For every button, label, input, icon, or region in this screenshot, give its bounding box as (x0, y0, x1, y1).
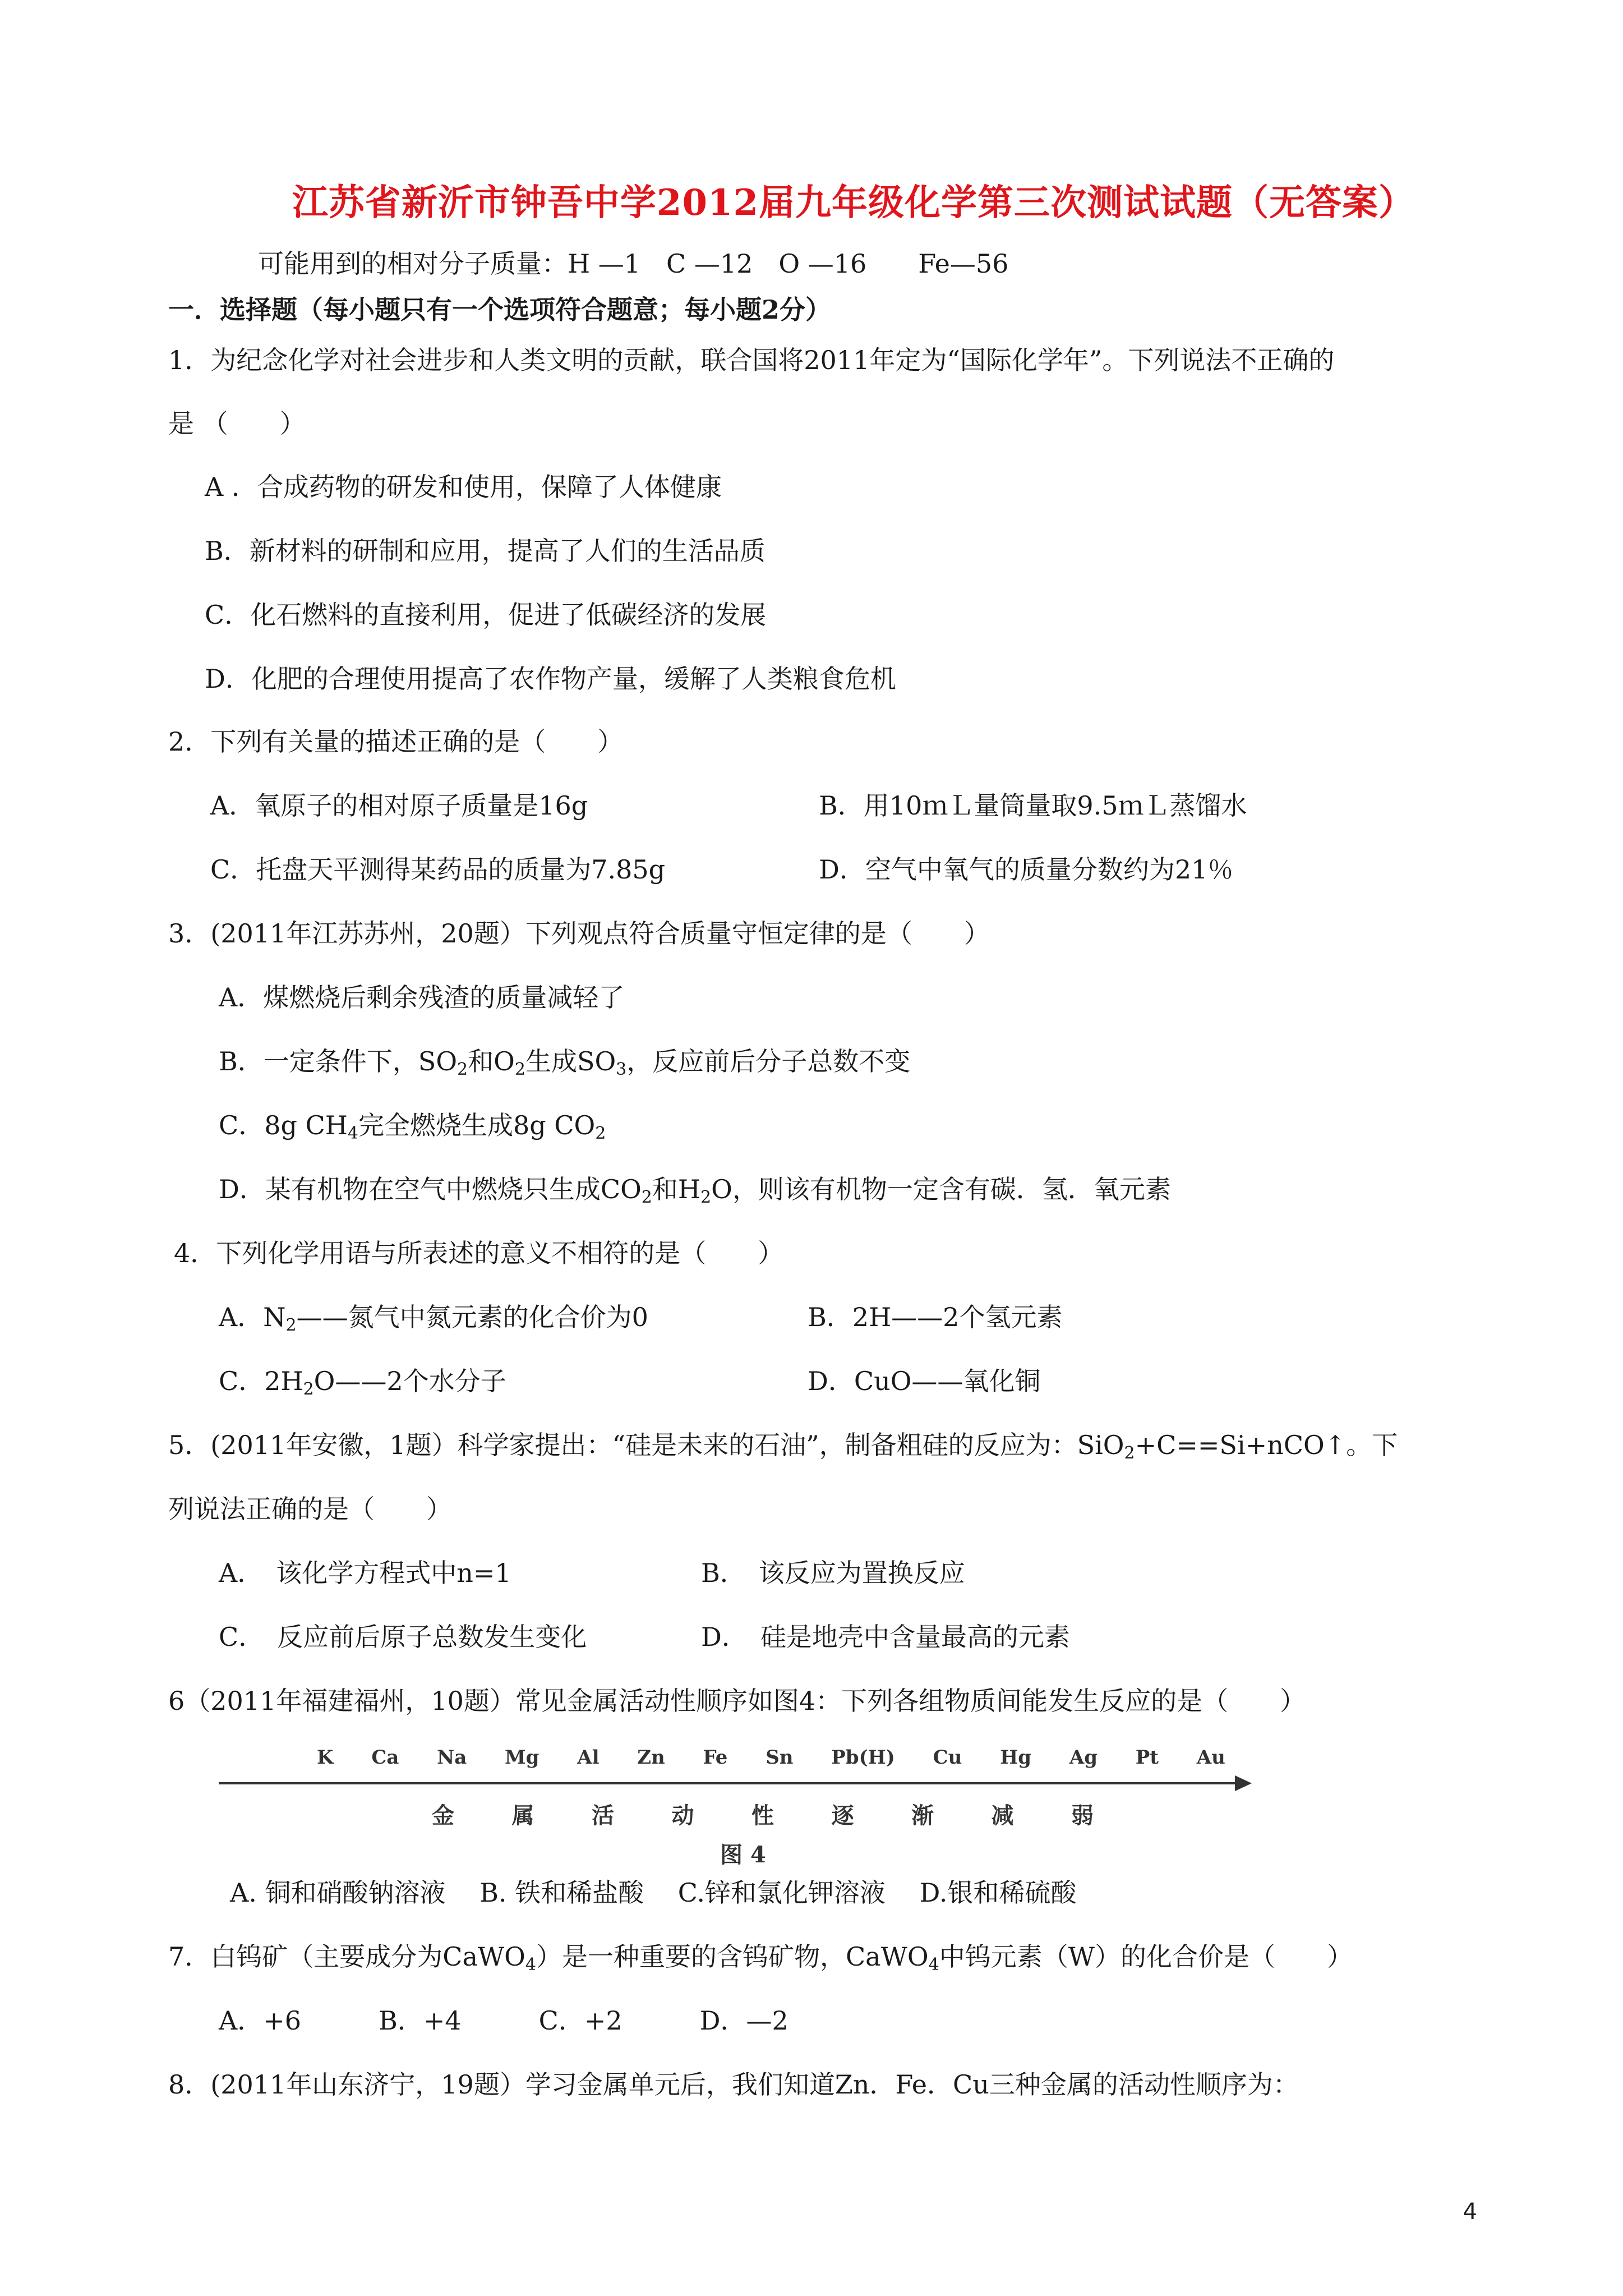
q3-stem: 3．(2011年江苏苏州，20题）下列观点符合质量守恒定律的是（ ） (168, 918, 990, 949)
metal-activity-figure (219, 1742, 1267, 1879)
q5-stem-line2: 列说法正确的是（ ） (168, 1494, 452, 1524)
q1-option-b: B．新材料的研制和应用，提高了人们的生活品质 (205, 536, 766, 566)
metal-symbol: Au (1196, 1746, 1225, 1769)
q1-stem-line2: 是 （ ） (168, 408, 306, 439)
q7-options: A．+6 B．+4 C．+2 D．—2 (219, 2005, 789, 2036)
figure-caption: 金 属 活 动 性 逐 渐 减 弱 (432, 1802, 1094, 1829)
metal-symbol: Ca (371, 1746, 399, 1769)
q1-option-a: A ．合成药物的研发和使用，保障了人体健康 (205, 472, 722, 502)
q6-options: A. 铜和硝酸钠溶液 B. 铁和稀盐酸 C.锌和氯化钾溶液 D.银和稀硫酸 (230, 1878, 1077, 1908)
q2-option-c: C．托盘天平测得某药品的质量为7.85g (210, 854, 666, 885)
page-number: 4 (1463, 2199, 1477, 2225)
q1-option-c: C．化石燃料的直接利用，促进了低碳经济的发展 (205, 600, 767, 630)
metal-symbol: Pt (1135, 1746, 1159, 1769)
metal-symbol: Mg (505, 1746, 540, 1769)
page-title: 江苏省新沂市钟吾中学2012届九年级化学第三次测试试题（无答案） (292, 182, 1415, 224)
relative-masses: 可能用到的相对分子质量：H —1 C —12 O —16 Fe—56 (258, 249, 1009, 279)
q5-option-b: B． 该反应为置换反应 (701, 1558, 965, 1588)
q5-stem-line1: 5．(2011年安徽，1题）科学家提出：“硅是未来的石油”，制备粗硅的反应为：SiO$_2$+C==Si+nCO↑。下 (168, 1430, 1398, 1463)
metal-symbol: K (317, 1746, 334, 1769)
q4-stem: 4．下列化学用语与所表述的意义不相符的是（ ） (174, 1238, 784, 1268)
q5-option-d: D． 硅是地壳中含量最高的元素 (701, 1622, 1070, 1652)
q8-stem: 8．(2011年山东济宁，19题）学习金属单元后，我们知道Zn．Fe．Cu三种金属的活动性顺序为： (168, 2069, 1299, 2100)
q3-option-b: B．一定条件下，$SO_2$和$O_2$生成$SO_3$，反应前后分子总数不变 (219, 1046, 911, 1079)
metal-symbol: Hg (1000, 1746, 1032, 1769)
q5-option-a: A． 该化学方程式中n=1 (219, 1558, 511, 1588)
metal-symbol: Fe (703, 1746, 728, 1769)
metal-symbol: Al (577, 1746, 600, 1769)
metal-symbol: Zn (637, 1746, 665, 1769)
q3-option-d: D．某有机物在空气中燃烧只生成$CO_2$和$H_2O$，则该有机物一定含有碳．氢．氧元素 (219, 1174, 1171, 1207)
q4-option-b: B．2H——2个氢元素 (808, 1302, 1063, 1332)
q4-option-d: D．CuO——氧化铜 (808, 1366, 1041, 1396)
q6-stem: 6（2011年福建福州，10题）常见金属活动性顺序如图4：下列各组物质间能发生反应的是（ ） (168, 1686, 1306, 1716)
q2-option-d: D．空气中氧气的质量分数约为21％ (819, 854, 1234, 885)
arrow-line (219, 1782, 1239, 1784)
metal-symbol: Pb(H) (831, 1746, 895, 1769)
q2-option-b: B．用10ｍＬ量筒量取9.5ｍＬ蒸馏水 (819, 790, 1247, 821)
q2-stem: 2．下列有关量的描述正确的是（ ） (168, 726, 624, 757)
q4-option-a: A．$N_2——$氮气中氮元素的化合价为0 (219, 1302, 648, 1335)
q4-option-c: C．$2H_2O——2$个水分子 (219, 1366, 506, 1399)
metal-symbol: Ag (1069, 1746, 1098, 1769)
metal-symbol: Na (437, 1746, 467, 1769)
metal-activity-series (317, 1746, 1225, 1769)
metal-symbol: Cu (933, 1746, 962, 1769)
arrow-head-icon (1235, 1775, 1252, 1791)
q1-option-d: D．化肥的合理使用提高了农作物产量，缓解了人类粮食危机 (205, 664, 896, 694)
q7-stem: 7．白钨矿（主要成分为CaWO$_4$）是一种重要的含钨矿物，CaWO$_4$中钨元素（W）的化合价是（ ） (168, 1941, 1353, 1975)
q5-option-c: C． 反应前后原子总数发生变化 (219, 1622, 587, 1652)
metal-symbol: Sn (766, 1746, 794, 1769)
q3-option-c: C．8g $CH_4$完全燃烧生成8g $CO_2$ (219, 1110, 606, 1143)
q2-option-a: A．氧原子的相对原子质量是16g (210, 790, 588, 821)
q1-stem-line1: 1．为纪念化学对社会进步和人类文明的贡献，联合国将2011年定为“国际化学年”。下列说法不正确的 (168, 345, 1335, 375)
figure-label: 图 4 (720, 1842, 766, 1868)
section-heading: 一．选择题（每小题只有一个选项符合题意；每小题2分） (168, 295, 832, 325)
q3-option-a: A．煤燃烧后剩余残渣的质量减轻了 (219, 982, 625, 1013)
